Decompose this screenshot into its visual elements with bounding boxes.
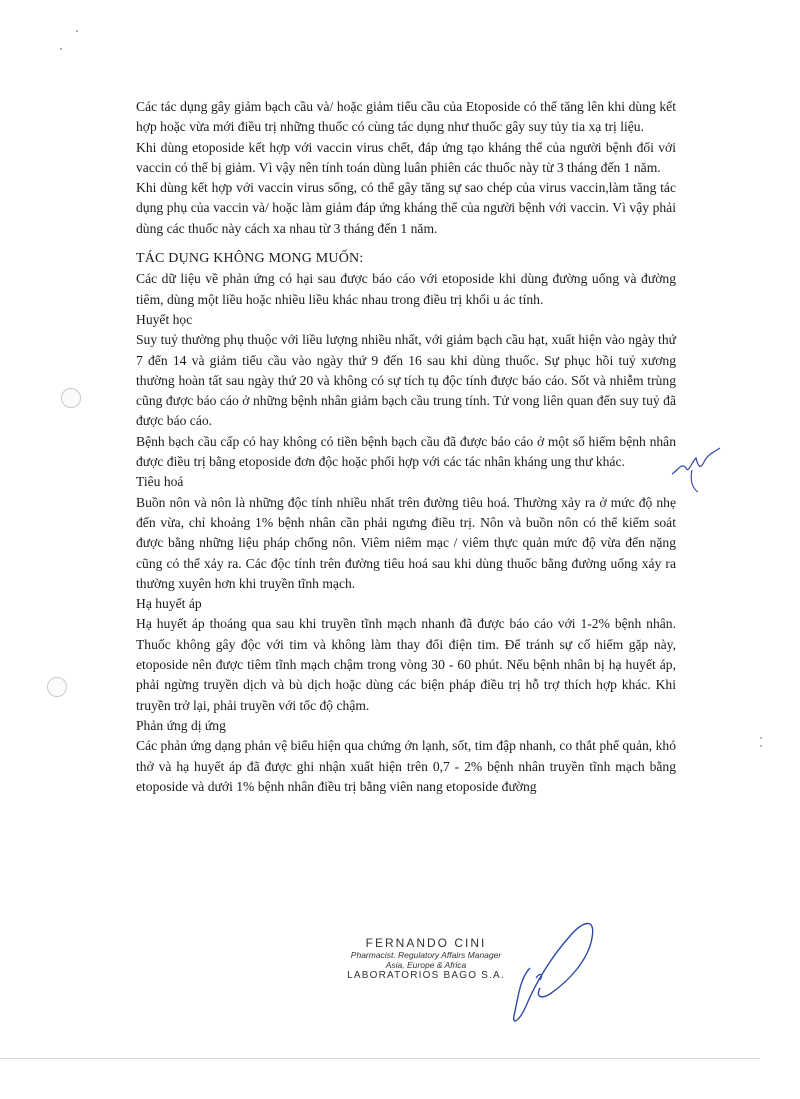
subsection-title: Tiêu hoá [136, 474, 184, 490]
subsection-title: Huyết học [136, 311, 193, 327]
paragraph: Buồn nôn và nôn là những độc tính nhiều nhất trên đường tiêu hoá. Thường xảy ra ở mức độ nhẹ đến vừa, chỉ khoảng 1% bệnh nhân cần phải ngưng điều trị. Nôn và buồn nôn có thể kiểm soát được bằng những liệu pháp chống nôn. Viêm niêm mạc / viêm thực quản mức độ vừa đến nặng cũng có thể xảy ra. Các độc tính trên đường tiêu hoá sau khi dùng thuốc bằng đường uống xảy ra thường xuyên hơn khi truyền tĩnh mạch. [136, 494, 676, 591]
stamp-name: FERNANDO CINI [365, 936, 487, 950]
paragraph: Các tác dụng gây giảm bạch cầu và/ hoặc giảm tiểu cầu của Etoposide có thể tăng lên khi dùng kết hợp hoặc vừa mới điều trị những thuốc có cùng tác dụng như thuốc gây suy tủy tia xạ trị liệu. [136, 99, 676, 135]
margin-initials-signature [668, 440, 728, 500]
subsection-title: Phản ứng dị ứng [136, 717, 226, 733]
stamp-region: Asia, Europe & Africa [385, 960, 467, 970]
punch-hole [61, 388, 81, 408]
intro-paragraph: Các dữ liệu về phản ứng có hại sau được báo cáo với etoposide khi dùng đường uống và đường tiêm, dùng một liều hoặc nhiều liều khác nhau trong điều trị khối u ác tính. [136, 271, 676, 307]
stamp-title: Pharmacist. Regulatory Affairs Manager [350, 950, 502, 960]
subsection-title: Hạ huyết áp [136, 596, 202, 612]
punch-hole [47, 677, 67, 697]
signature-stamp [336, 936, 516, 981]
paragraph: Bệnh bạch cầu cấp có hay không có tiền bệnh bạch cầu đã được báo cáo ở một số hiếm bệnh nhân được điều trị bằng etoposide đơn độc hoặc phối hợp với các tác nhân kháng ung thư khác. [136, 433, 676, 470]
section-heading: TÁC DỤNG KHÔNG MONG MUỐN: [136, 251, 364, 267]
paragraph: Khi dùng kết hợp với vaccin virus sống, có thể gây tăng sự sao chép của virus vaccin,làm tăng tác dụng phụ của vaccin và/ hoặc làm giảm đáp ứng kháng thể của người bệnh với vaccin. Vì vậy phải dùng các thuốc này cách xa nhau từ 3 tháng đến 1 năm. [136, 180, 676, 236]
handwritten-signature [500, 908, 610, 1038]
paragraph: Hạ huyết áp thoáng qua sau khi truyền tĩnh mạch nhanh đã được báo cáo với 1-2% bệnh nhân. Thuốc không gây độc với tim và không làm thay đổi điện tim. Để tránh sự cố hiếm gặp này, etoposide nên được tiêm tĩnh mạch chậm trong vòng 30 - 60 phút. Nếu bệnh nhân bị hạ huyết áp, phải ngừng truyền dịch và bù dịch hoặc dùng các biện pháp điều trị hỗ trợ thích hợp khác. Khi truyền trở lại, phải truyền với tốc độ chậm. [136, 616, 676, 713]
paragraph: Suy tuỷ thường phụ thuộc với liều lượng nhiều nhất, với giảm bạch cầu hạt, xuất hiện vào ngày thứ 7 đến 14 và giảm tiểu cầu vào ngày thứ 9 đến 16 sau khi dùng thuốc. Sự phục hồi tuỷ xương thường hoàn tất sau ngày thứ 20 và không có sự tích tụ độc tính được báo cáo. Sốt và nhiễm trùng cũng được báo cáo ở những bệnh nhân giảm bạch cầu trung tính. Tử vong liên quan đến suy tuỷ đã được báo cáo. [136, 332, 676, 429]
page-edge-line [0, 1058, 760, 1059]
stamp-company: LABORATORIOS BAGO S.A. [347, 970, 505, 981]
scan-speck [760, 745, 762, 747]
scan-speck [60, 48, 62, 50]
paragraph: Khi dùng etoposide kết hợp với vaccin virus chết, đáp ứng tạo kháng thể của người bệnh đối với vaccin có thể bị giảm. Vì vậy nên tính toán dùng luân phiên các thuốc này từ 3 tháng đến 1 năm. [136, 139, 676, 175]
scan-speck [76, 30, 78, 32]
paragraph: Các phản ứng dạng phản vệ biểu hiện qua chứng ớn lạnh, sốt, tim đập nhanh, co thắt phế quản, khó thở và hạ huyết áp đã được ghi nhận xuất hiện trên 0,7 - 2% bệnh nhân truyền tĩnh mạch bằng etoposide và dưới 1% bệnh nhân điều trị bằng viên nang etoposide đường [136, 738, 676, 794]
body-text [136, 97, 676, 797]
scan-speck [760, 737, 762, 739]
